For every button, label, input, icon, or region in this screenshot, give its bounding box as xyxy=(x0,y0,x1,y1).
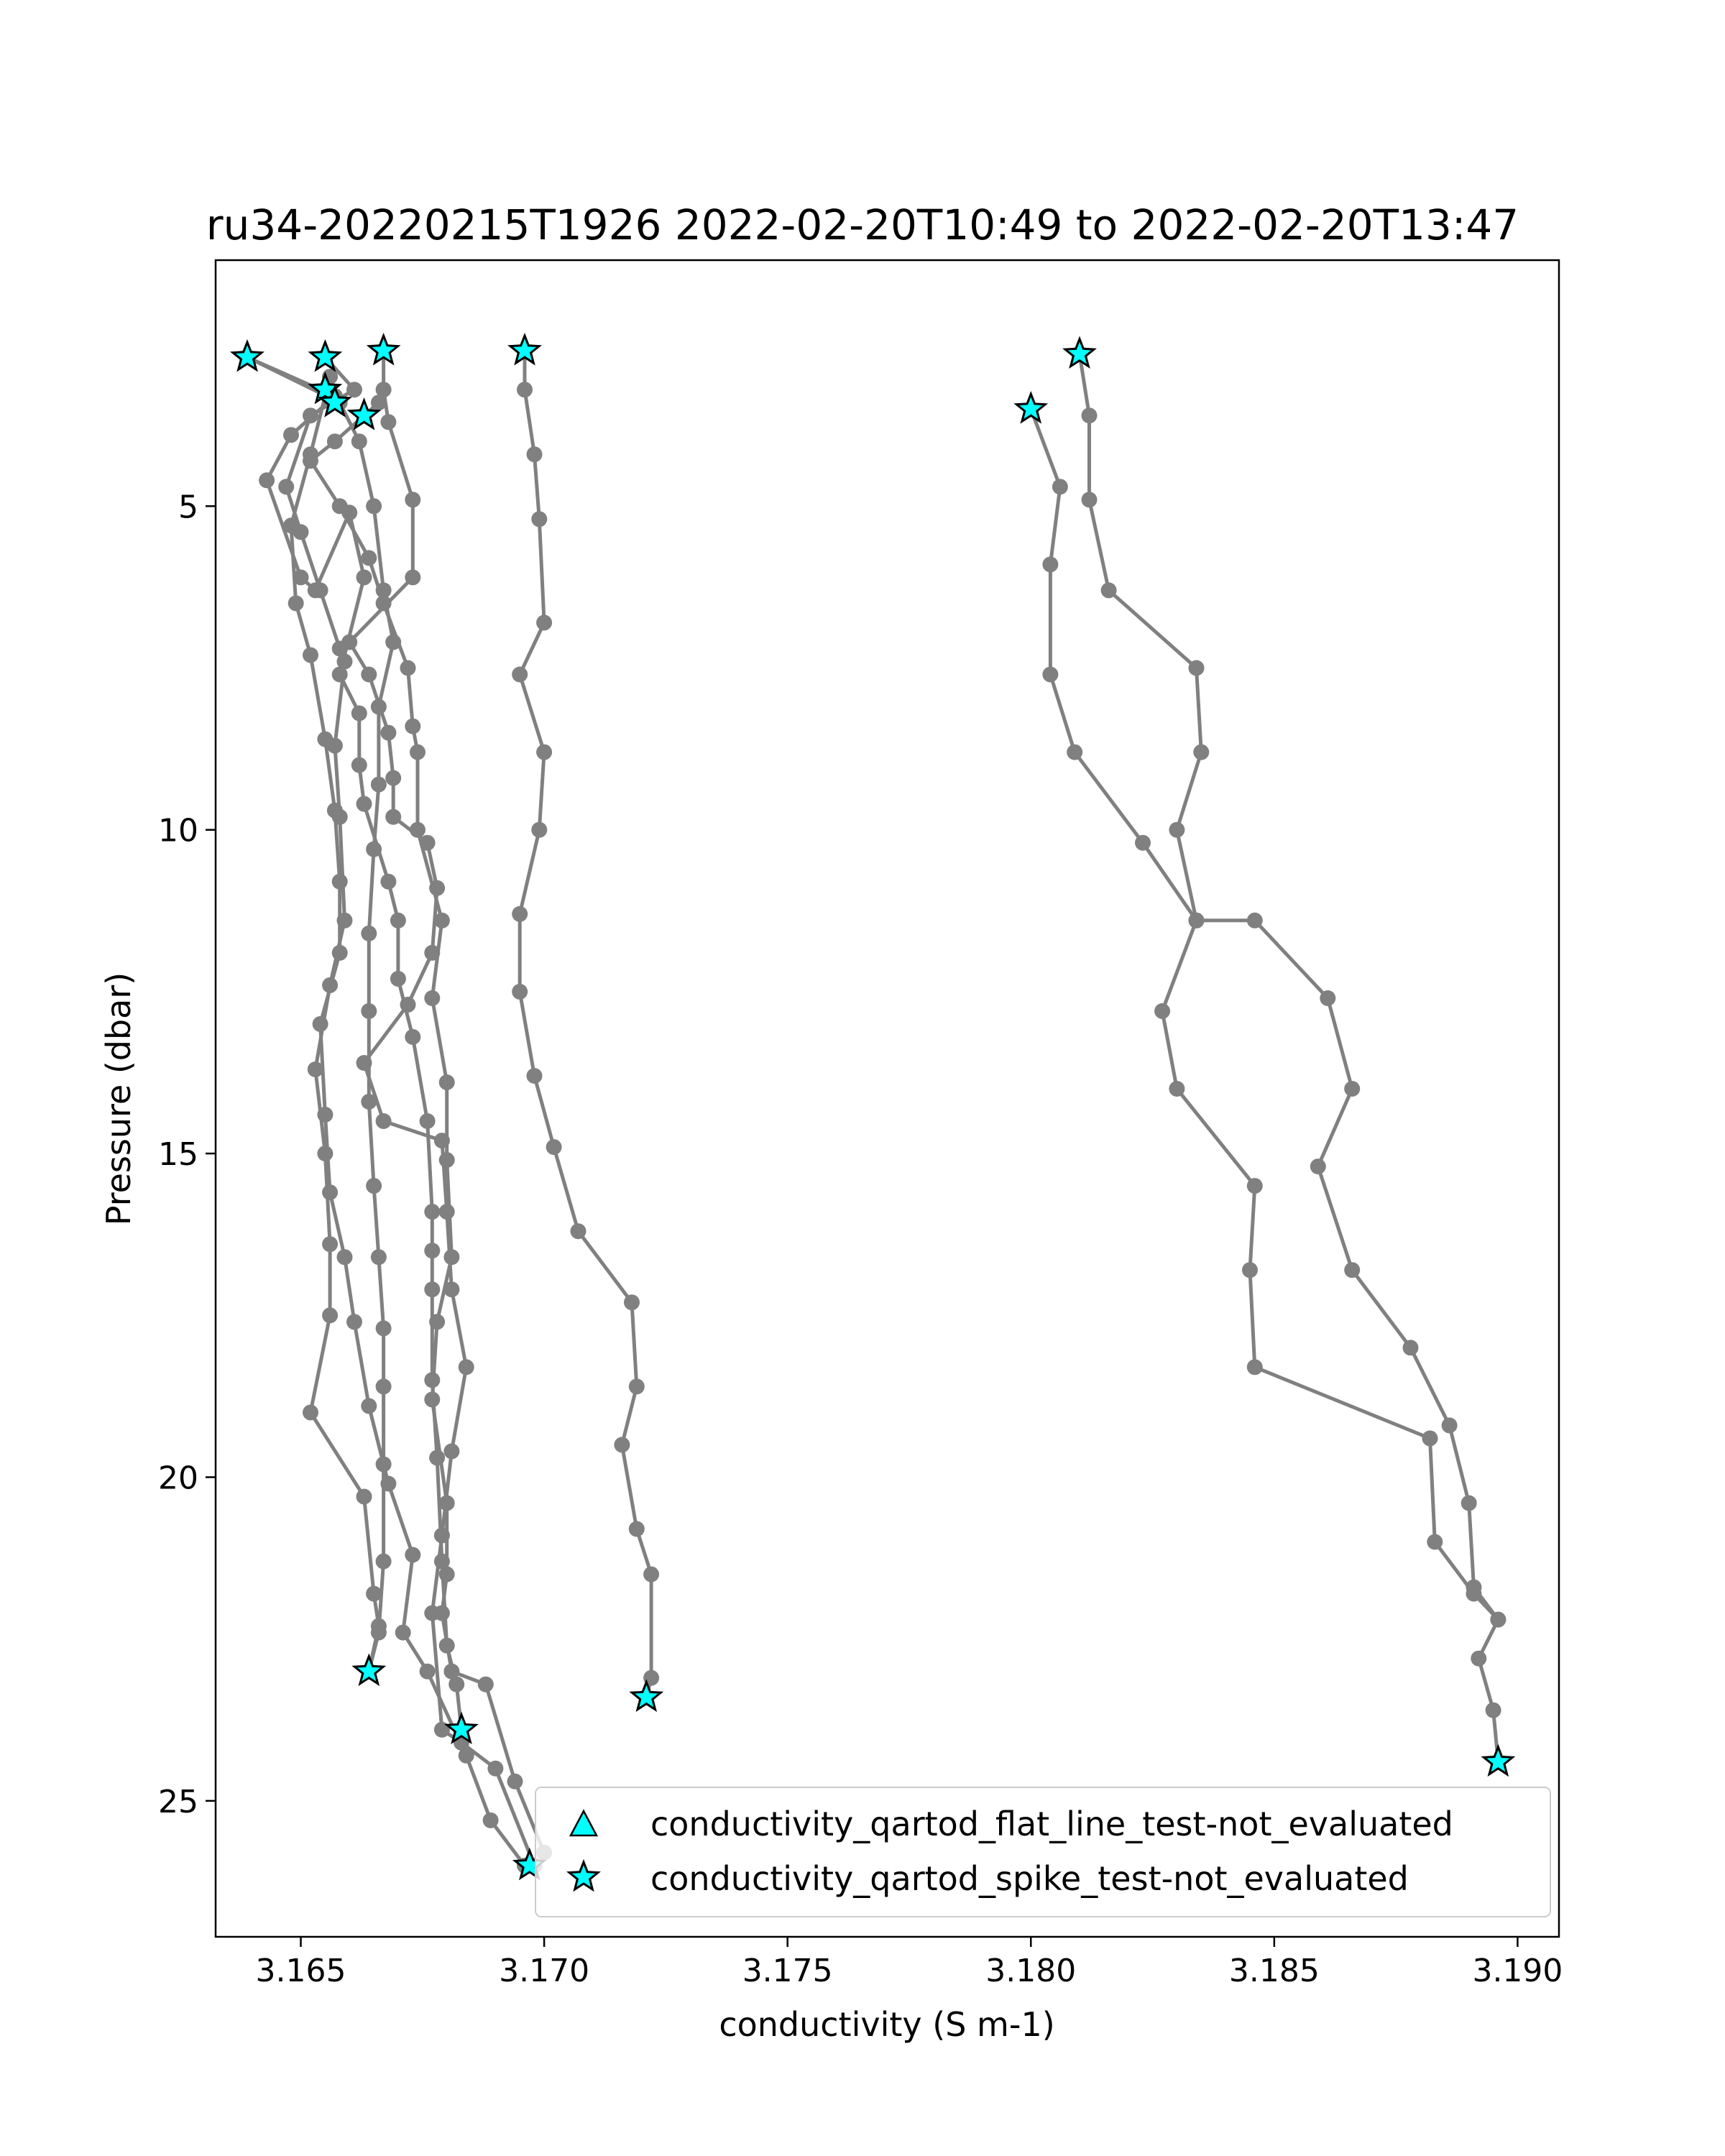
data-point xyxy=(385,809,401,825)
plot-frame xyxy=(216,260,1559,1937)
data-point xyxy=(405,1029,420,1045)
data-point xyxy=(332,498,348,514)
data-point xyxy=(376,1320,392,1336)
data-point xyxy=(643,1567,659,1583)
data-point xyxy=(380,414,396,430)
data-point xyxy=(1247,913,1263,929)
data-point xyxy=(303,407,318,423)
data-point xyxy=(629,1378,645,1394)
data-point xyxy=(1442,1417,1458,1433)
y-tick-label: 5 xyxy=(178,489,198,526)
data-point xyxy=(1193,745,1209,760)
data-point xyxy=(624,1294,640,1310)
data-point xyxy=(317,732,333,747)
data-point xyxy=(405,719,420,734)
data-point xyxy=(443,1443,459,1459)
data-point xyxy=(439,1204,455,1220)
data-point xyxy=(1422,1430,1438,1446)
data-point xyxy=(400,997,416,1013)
data-point xyxy=(507,1774,523,1789)
data-point xyxy=(405,1547,420,1563)
data-point xyxy=(420,1113,436,1129)
data-point xyxy=(313,1016,328,1032)
data-point xyxy=(288,595,304,611)
data-point xyxy=(1169,822,1184,838)
data-point xyxy=(313,582,328,598)
spike-flag-star xyxy=(354,1657,383,1684)
data-point xyxy=(1052,479,1068,494)
data-point xyxy=(531,822,547,838)
x-tick-label: 3.180 xyxy=(985,1953,1077,1989)
chart-title: ru34-20220215T1926 2022-02-20T10:49 to 2022-02-20T13:47 xyxy=(206,201,1519,249)
data-point xyxy=(546,1139,562,1155)
data-point xyxy=(346,382,362,397)
data-point xyxy=(385,770,401,786)
data-point xyxy=(303,648,318,663)
data-point xyxy=(356,1489,372,1505)
data-point xyxy=(361,550,377,566)
x-tick-label: 3.170 xyxy=(499,1953,590,1989)
x-tick-label: 3.185 xyxy=(1228,1953,1320,1989)
data-point xyxy=(366,498,382,514)
data-point xyxy=(405,569,420,585)
data-point xyxy=(1042,556,1058,572)
data-point xyxy=(337,654,353,670)
y-tick-label: 10 xyxy=(158,812,198,849)
y-tick-label: 20 xyxy=(158,1460,198,1497)
data-point xyxy=(1101,582,1117,598)
data-point xyxy=(410,745,426,760)
series-line-4 xyxy=(247,357,461,1730)
data-point xyxy=(385,635,401,650)
data-point xyxy=(1169,1081,1184,1097)
series-layer xyxy=(239,343,1506,1874)
data-point xyxy=(332,874,348,890)
data-point xyxy=(512,906,528,922)
data-point xyxy=(361,1003,377,1019)
data-point xyxy=(376,582,392,598)
spike-flag-star xyxy=(632,1682,661,1710)
x-tick-label: 3.175 xyxy=(742,1953,833,1989)
data-point xyxy=(361,1398,377,1414)
y-tick-label: 15 xyxy=(158,1136,198,1174)
data-point xyxy=(1490,1612,1506,1628)
data-point xyxy=(371,699,387,715)
data-point xyxy=(400,660,416,676)
data-point xyxy=(366,1178,382,1194)
data-point xyxy=(322,1307,338,1323)
data-point xyxy=(434,913,450,929)
data-point xyxy=(283,427,299,443)
data-point xyxy=(371,777,387,793)
data-point xyxy=(1486,1703,1501,1718)
x-axis-ticks xyxy=(256,1937,1563,1989)
data-point xyxy=(478,1677,494,1692)
data-point xyxy=(424,1243,440,1258)
data-point xyxy=(395,1625,411,1641)
data-point xyxy=(1189,913,1205,929)
y-axis-ticks xyxy=(158,489,216,1820)
data-point xyxy=(1310,1158,1326,1174)
data-point xyxy=(487,1761,503,1777)
data-point xyxy=(512,667,528,683)
data-point xyxy=(531,511,547,527)
data-point xyxy=(259,472,275,488)
data-point xyxy=(1344,1262,1360,1278)
data-point xyxy=(527,446,543,462)
spike-flag-star xyxy=(233,342,262,369)
data-point xyxy=(371,395,387,410)
data-point xyxy=(322,1236,338,1252)
data-point xyxy=(439,1496,455,1511)
data-point xyxy=(361,926,377,941)
data-point xyxy=(629,1521,645,1537)
series-line-2 xyxy=(1080,354,1498,1762)
data-point xyxy=(278,479,294,494)
data-point xyxy=(327,803,343,819)
data-point xyxy=(434,1606,450,1621)
data-point xyxy=(366,842,382,857)
data-point xyxy=(536,614,552,630)
data-point xyxy=(303,446,318,462)
data-point xyxy=(424,1281,440,1297)
data-point xyxy=(1082,407,1098,423)
data-point xyxy=(390,971,406,987)
data-point xyxy=(459,1359,474,1375)
data-point xyxy=(376,1113,392,1129)
data-point xyxy=(380,725,396,741)
data-point xyxy=(376,1378,392,1394)
y-tick-label: 25 xyxy=(158,1783,198,1820)
data-point xyxy=(527,1068,543,1084)
data-point xyxy=(1082,492,1098,507)
data-point xyxy=(390,913,406,929)
series-line-1 xyxy=(520,351,651,1697)
spike-flag-star xyxy=(310,342,339,369)
data-point xyxy=(356,569,372,585)
data-point xyxy=(1247,1178,1263,1194)
data-point xyxy=(405,492,420,507)
spike-flag-star xyxy=(1016,394,1045,421)
data-point xyxy=(317,1146,333,1161)
data-point xyxy=(1461,1496,1477,1511)
data-point xyxy=(332,945,348,961)
data-point xyxy=(303,1404,318,1420)
data-point xyxy=(424,990,440,1006)
data-point xyxy=(1344,1081,1360,1097)
data-point xyxy=(1042,667,1058,683)
data-point xyxy=(346,1314,362,1330)
legend xyxy=(535,1787,1550,1917)
data-point xyxy=(371,1249,387,1265)
data-point xyxy=(341,635,357,650)
data-point xyxy=(420,1664,436,1680)
x-tick-label: 3.190 xyxy=(1472,1953,1563,1989)
data-point xyxy=(351,706,367,722)
data-point xyxy=(512,984,528,1000)
data-point xyxy=(536,745,552,760)
data-point xyxy=(459,1748,474,1764)
data-point xyxy=(1067,745,1082,760)
data-point xyxy=(317,1107,333,1123)
data-point xyxy=(614,1437,630,1452)
data-point xyxy=(1427,1534,1443,1550)
data-point xyxy=(376,1456,392,1472)
data-point xyxy=(1471,1651,1486,1667)
data-point xyxy=(424,1204,440,1220)
data-point xyxy=(371,1625,387,1641)
data-point xyxy=(443,1249,459,1265)
data-point xyxy=(283,517,299,533)
data-point xyxy=(327,433,343,449)
data-point xyxy=(443,1664,459,1680)
x-tick-label: 3.165 xyxy=(255,1953,346,1989)
data-point xyxy=(429,1314,445,1330)
data-point xyxy=(1466,1586,1482,1602)
data-point xyxy=(517,382,533,397)
data-point xyxy=(1242,1262,1258,1278)
data-point xyxy=(322,1184,338,1200)
x-axis-label: conductivity (S m-1) xyxy=(719,2005,1055,2044)
data-point xyxy=(1135,835,1151,851)
data-point xyxy=(410,822,426,838)
data-point xyxy=(376,1554,392,1570)
data-point xyxy=(380,874,396,890)
data-point xyxy=(351,757,367,773)
data-point xyxy=(439,1152,455,1168)
data-point xyxy=(571,1223,586,1239)
data-point xyxy=(1189,660,1205,676)
data-point xyxy=(439,1074,455,1090)
data-point xyxy=(356,796,372,812)
legend-label-spike: conductivity_qartod_spike_test-not_evaluated xyxy=(650,1859,1409,1898)
data-point xyxy=(361,667,377,683)
spike-flag-star xyxy=(1484,1747,1512,1774)
y-axis-label: Pressure (dbar) xyxy=(99,972,138,1226)
data-point xyxy=(439,1567,455,1583)
legend-label-flat-line: conductivity_qartod_flat_line_test-not_evaluated xyxy=(650,1805,1453,1843)
data-point xyxy=(1154,1003,1170,1019)
data-point xyxy=(1403,1340,1419,1355)
data-point xyxy=(483,1812,499,1828)
data-point xyxy=(1320,990,1335,1006)
data-point xyxy=(337,1249,353,1265)
data-point xyxy=(361,1094,377,1110)
data-point xyxy=(424,1391,440,1407)
data-point xyxy=(1247,1359,1263,1375)
data-point xyxy=(351,433,367,449)
